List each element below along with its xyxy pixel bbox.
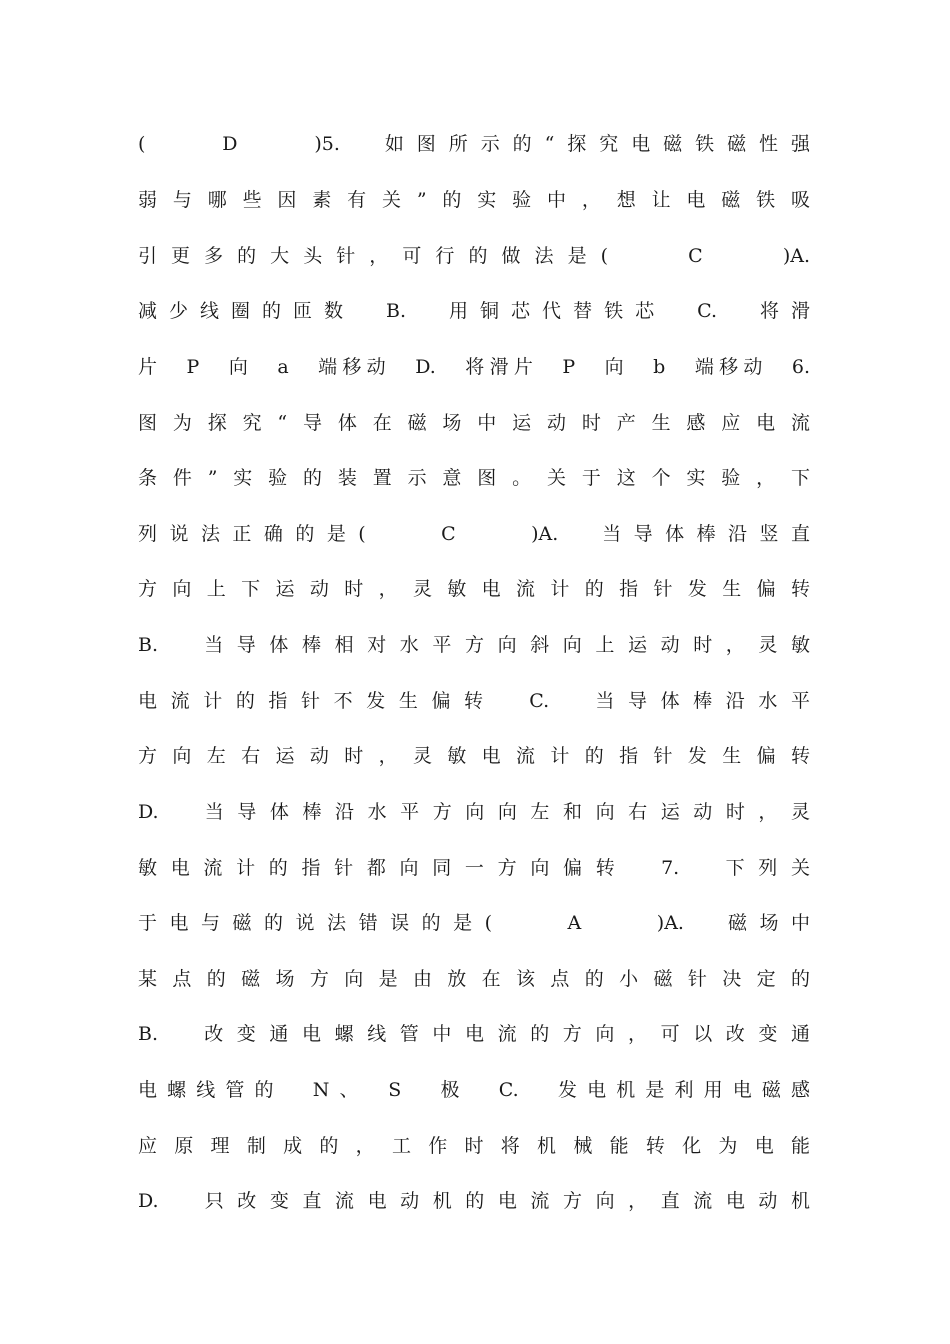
text-line: 应原理制成的，工作时将机械能转化为电能 [138,1135,810,1157]
text-line: B. 当导体棒相对水平方向斜向上运动时，灵敏 [138,634,810,656]
text-line: B. 改变通电螺线管中电流的方向，可以改变通 [138,1023,810,1045]
text-line: 电螺线管的 N、 S 极 C. 发电机是利用电磁感 [138,1079,810,1101]
text-line: ( D )5. 如图所示的“探究电磁铁磁性强 [138,133,810,155]
text-line: 片 P 向 a 端移动 D. 将滑片 P 向 b 端移动 6. [138,356,810,378]
text-line: D. 只改变直流电动机的电流方向，直流电动机 [138,1190,810,1212]
text-line: D. 当导体棒沿水平方向向左和向右运动时，灵 [138,801,810,823]
text-line: 引更多的大头针，可行的做法是( C )A. [138,245,810,267]
text-line: 电流计的指针不发生偏转 C. 当导体棒沿水平 [138,690,810,712]
text-line: 列说法正确的是( C )A. 当导体棒沿竖直 [138,523,810,545]
text-line: 图为探究“导体在磁场中运动时产生感应电流 [138,412,810,434]
text-line: 弱与哪些因素有关”的实验中，想让电磁铁吸 [138,189,810,211]
text-line: 敏电流计的指针都向同一方向偏转 7. 下列关 [138,857,810,879]
text-line: 条件”实验的装置示意图。关于这个实验，下 [138,467,810,489]
text-line: 某点的磁场方向是由放在该点的小磁针决定的 [138,968,810,990]
text-line: 方向左右运动时，灵敏电流计的指针发生偏转 [138,745,810,767]
text-line: 减少线圈的匝数 B. 用铜芯代替铁芯 C. 将滑 [138,300,810,322]
text-line: 方向上下运动时，灵敏电流计的指针发生偏转 [138,578,810,600]
text-line: 于电与磁的说法错误的是( A )A. 磁场中 [138,912,810,934]
